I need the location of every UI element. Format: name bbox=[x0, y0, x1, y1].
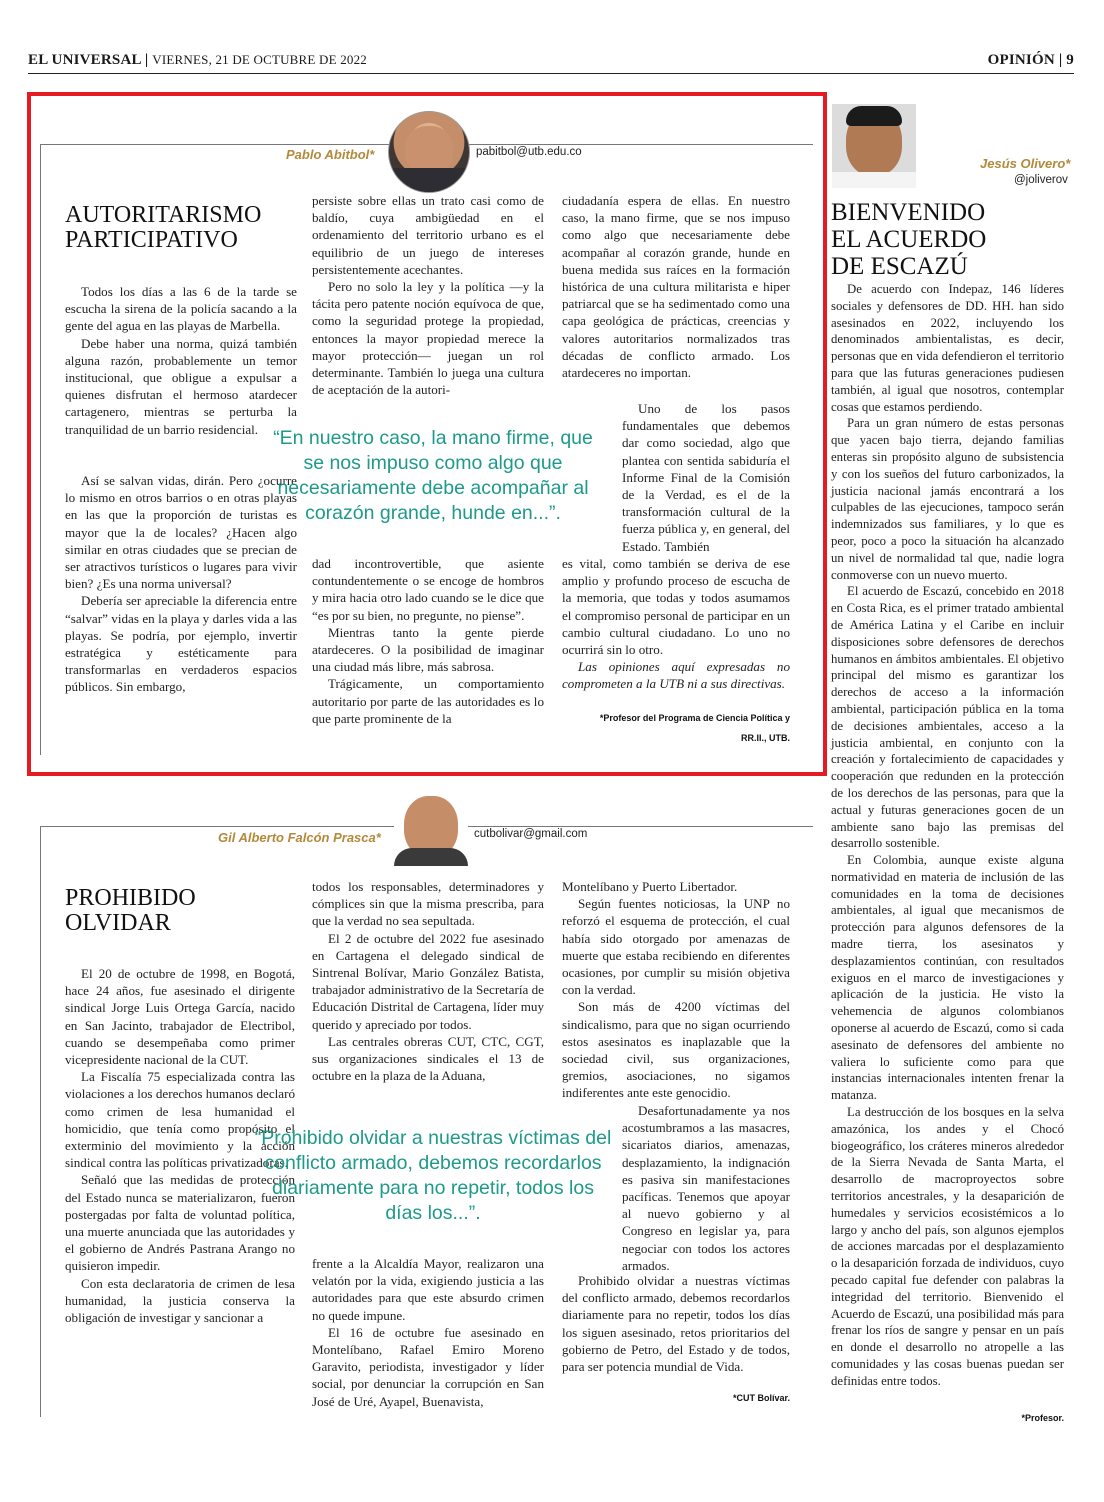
article2-title-line1: PROHIBIDO bbox=[65, 885, 196, 911]
credit-line1: *Profesor del Programa de Ciencia Política y bbox=[599, 713, 790, 723]
paragraph: Montelíbano y Puerto Libertador. bbox=[562, 879, 738, 894]
masthead bbox=[28, 52, 367, 69]
paragraph: frente a la Alcaldía Mayor, realizaron una velatón por la vida, exigiendo justicia a las autoridades para que este absurdo crimen no quede impune. bbox=[312, 1256, 544, 1323]
article2-col2 bbox=[312, 878, 544, 1084]
article1-email: pabitbol@utb.edu.co bbox=[476, 146, 582, 158]
paragraph: De acuerdo con Indepaz, 146 líderes sociales y defensores de DD. HH. han sido asesinados en 2022, incluyendo los denominados ambientalistas, es decir, personas que en vida defendieron el territorio para que las futuras generaciones pudiesen también, al igual que nosotros, contemplar cosas que estamos perdiendo. bbox=[831, 282, 1064, 414]
article2-col3 bbox=[562, 878, 790, 1102]
author-photo bbox=[832, 104, 916, 188]
masthead-separator: | bbox=[144, 52, 149, 68]
article2-col3c bbox=[562, 1272, 790, 1375]
article1-col3b bbox=[622, 400, 790, 555]
paragraph: Prohibido olvidar a nuestras víctimas del conflicto armado, debemos recordarlos diariamente para no repetir, todos los días los siguen asesinado, retos prioritarios del gobierno de Petro, del Estado y de todos, para ser potencia mundial de Vida. bbox=[562, 1273, 790, 1375]
paper-name: EL UNIVERSAL bbox=[28, 52, 141, 68]
paragraph: Según fuentes noticiosas, la UNP no reforzó el esquema de protección, el cual había sido otorgado por amenazas de muerte que estaba recibiendo en diferentes ocasiones, por cumplir su misión objetiva con la verdad. bbox=[562, 896, 790, 998]
paragraph: Señaló que las medidas de protección del Estado nunca se materializaron, fueron postergadas por falta de voluntad política, una muerte anunciada que las autoridades y el gobierno de Andrés Pastrana Arango no quisieron impedir. bbox=[65, 1172, 295, 1274]
article1-col2b bbox=[312, 555, 544, 727]
credit-line2: RR.II., UTB. bbox=[741, 733, 790, 743]
disclaimer: Las opiniones aquí expresadas no comprometen a la UTB ni a sus directivas. bbox=[562, 659, 790, 692]
article1-col2 bbox=[312, 192, 544, 398]
article3-author: Jesús Olivero* bbox=[980, 156, 1071, 171]
article1-col3c bbox=[562, 555, 790, 693]
paragraph: La destrucción de los bosques en la selva amazónica, los andes y el Chocó biogeográfico, los cráteres mineros alrededor de la Sierra Nevada de Santa Marta, el desarrollo de macroproyectos sobre territorios ancestrales, y la desaparición de humedales y servicios ecosistémicos a lo largo y ancho del país, son algunos ejemplos de acciones marcadas por el desplazamiento o la desaparición forzada de individuos, cuyo pecado capital fue defender con palabras la integridad del territorio. Bienvenido el Acuerdo de Escazú, una posibilidad más para frenar los ríos de sangre y pensar en un país en donde el desarrollo no atropelle a las comunidades y las cosas buenas puedan ser definidas entre todos. bbox=[831, 1105, 1064, 1388]
article1-author: Pablo Abitbol* bbox=[286, 147, 375, 162]
article1-title bbox=[65, 203, 261, 253]
article2-credit: *CUT Bolívar. bbox=[732, 1393, 790, 1403]
author-photo bbox=[388, 111, 470, 193]
paragraph: Para un gran número de estas personas que yacen bajo tierra, dejando familias enteras sin propósito alguno de subsistencia y con los sueños del futuro carbonizados, la justicia nacional jamás encontrará a los culpables de las ejecuciones, tampoco serán indemnizados sus familiares, y lo que es peor, poco a poco la situación ha alcanzado un nivel de normalidad tal que, nadie logra conmoverse con un nuevo muerto. bbox=[831, 416, 1064, 582]
paragraph: Así se salvan vidas, dirán. Pero ¿ocurre lo mismo en otros barrios o en otras playas en las que la proporción de turistas es mayor que la de locales? ¿Hacen algo similar en otras ciudades que se precian de ser atractivos turísticos o lugares para vivir bien? ¿Es una norma universal? bbox=[65, 473, 297, 592]
paragraph: Debería ser apreciable la diferencia entre “salvar” vidas en la playa y darles vida a las playas. Se podría, por ejemplo, invertir estratégica y estéticamente para transformarlas en verdaderos espacios públicos. Sin embargo, bbox=[65, 593, 297, 695]
article2-author: Gil Alberto Falcón Prasca* bbox=[218, 830, 381, 845]
paragraph: Trágicamente, un comportamiento autoritario por parte de las autoridades es lo que parte prominente de la bbox=[312, 676, 544, 726]
paragraph: El 20 de octubre de 1998, en Bogotá, hace 24 años, fue asesinado el dirigente sindical Jorge Luis Ortega García, nacido en San Jacinto, trabajador de Electribol, cuando se desempeñaba como primer vicepresidente nacional de la CUT. bbox=[65, 966, 295, 1068]
paragraph: La Fiscalía 75 especializada contra las violaciones a los derechos humanos declaró como crimen de lesa humanidad el homicidio, que tenía como propósito el exterminio del movimiento y la acción sindical contra las políticas privatizadoras. bbox=[65, 1069, 295, 1171]
paragraph: El 16 de octubre fue asesinado en Montelíbano, Rafael Emiro Moreno Garavito, periodista, investigador y líder social, por denunciar la corrupción en San José de Uré, Ayapel, Buenavista, bbox=[312, 1324, 544, 1409]
paragraph: Son más de 4200 víctimas del sindicalismo, para que no sigan ocurriendo estos asesinatos es inaplazable que la sociedad civil, sus organizaciones, gremios, asociaciones, no sigamos indiferentes ante este genocidio. bbox=[562, 999, 790, 1101]
section-label bbox=[988, 52, 1074, 69]
section-name: OPINIÓN bbox=[987, 52, 1055, 68]
article3-title-line2: EL ACUERDO bbox=[831, 226, 987, 253]
paragraph: Con esta declaratoria de crimen de lesa humanidad, la justicia conserva la obligación de investigar y sancionar a bbox=[65, 1275, 295, 1326]
article2-title bbox=[65, 886, 196, 936]
article1-credit bbox=[560, 708, 790, 748]
article3-title-line3: DE ESCAZÚ bbox=[831, 253, 968, 280]
paragraph: Mientras tanto la gente pierde atardeceres. O la posibilidad de imaginar una ciudad más libre, más sabrosa. bbox=[312, 624, 544, 675]
paragraph: Las centrales obreras CUT, CTC, CGT, sus organizaciones sindicales el 13 de octubre en la plaza de la Aduana, bbox=[312, 1033, 544, 1084]
paragraph: es vital, como también se deriva de ese amplio y profundo proceso de escucha de la memoria, que todas y todos asumamos el compromiso personal de participar en un cambio cultural ciudadano. Lo uno no ocurrirá sin lo otro. bbox=[562, 556, 790, 658]
article3-credit: *Profesor. bbox=[1021, 1413, 1064, 1423]
article3-handle: @joliverov bbox=[1014, 174, 1068, 186]
paragraph: ciudadanía espera de ellas. En nuestro caso, la mano firme, que se nos impuso como algo que necesariamente debe acompañar al corazón grande, hunde en buena medida sus raíces en la formación histórica de una cultura militarista e hiper patriarcal que se ha sedimentado como una capa geológica de prácticas, creencias y valores autoritarios normalizados tras décadas de conflicto armado. Los atardeceres no importan. bbox=[562, 193, 790, 381]
article2-col2b bbox=[312, 1255, 544, 1410]
article3-title bbox=[831, 199, 986, 280]
masthead-rule bbox=[28, 73, 1074, 74]
paragraph: El 2 de octubre del 2022 fue asesinado en Cartagena el delegado sindical de Sintrenal Bolívar, Mario González Batista, trabajador administrativo de la Secretaría de Educación Distrital de Cartagena, líder muy querido y apreciado por todos. bbox=[312, 930, 544, 1032]
paragraph: En Colombia, aunque existe alguna normatividad en materia de inclusión de las comunidades en la toma de decisiones ambientales, al igual que mecanismos de protección para algunos defensores de la madre tierra, los asesinatos y desplazamientos continúan, con resultados exiguos en el marco de investigaciones y aplicación de la justicia. He visto la vehemencia de algunos colombianos oponerse al acuerdo de Escazú, como si cada asesinato de defensores del ambiente no valiera lo suficiente como para que instancias internacionales intenten frenar la matanza. bbox=[831, 853, 1064, 1103]
page-number: 9 bbox=[1066, 52, 1074, 68]
article2-pull-quote: “Prohibido olvidar a nuestras víctimas del conflicto armado, debemos recordarlos diariamente para no repetir, todos los días los...”. bbox=[254, 1127, 612, 1224]
paragraph: persiste sobre ellas un trato casi como de baldío, cuya ambigüedad en el ordenamiento del territorio urbano es el equilibrio de un juego de intereses persistentemente acechantes. bbox=[312, 193, 544, 277]
paragraph: Debe haber una norma, quizá también alguna razón, probablemente un temor institucional, que obligue a expulsar a quienes disfrutan el hermoso atardecer cartagenero, mientras se perturba la tranquilidad de un barrio residencial. bbox=[65, 335, 297, 437]
article2-email: cutbolivar@gmail.com bbox=[474, 828, 588, 840]
paragraph: Pero no solo la ley y la política —y la tácita pero patente noción equívoca de que, como la seguridad protege la propiedad, entonces la mayor propiedad merece la mayor protección— juegan un rol determinante. También lo juega una cultura de aceptación de la autori- bbox=[312, 279, 544, 398]
paragraph: Uno de los pasos fundamentales que debemos dar como sociedad, algo que plantea con sentida sabiduría el Informe Final de la Comisión de la Verdad, es el de la transformación cultural de la fuerza pública y, en general, del Estado. También bbox=[622, 401, 790, 554]
article1-title-line2: PARTICIPATIVO bbox=[65, 227, 238, 253]
paragraph: todos los responsables, determinadores y cómplices sin que la misma prescriba, para que la verdad no sea sepultada. bbox=[312, 879, 544, 929]
paragraph: Desafortunadamente ya nos acostumbramos a las masacres, sicariatos diarios, amenazas, desplazamiento, la indignación es pasiva sin manifestaciones pacíficas. Tenemos que apoyar al nuevo gobierno y al Congreso en legislar ya, para negociar con todos los actores armados. bbox=[622, 1103, 790, 1273]
article1-col3 bbox=[562, 192, 790, 381]
paragraph: Todos los días a las 6 de la tarde se escucha la sirena de la policía sacando a la gente del agua en las playas de Marbella. bbox=[65, 284, 297, 334]
article3-body bbox=[831, 281, 1064, 1390]
article1-title-line1: AUTORITARISMO bbox=[65, 202, 262, 228]
article1-col1 bbox=[65, 283, 297, 438]
author-photo bbox=[394, 792, 468, 866]
masthead-date: VIERNES, 21 DE OCTUBRE DE 2022 bbox=[152, 52, 367, 67]
paragraph: dad incontrovertible, que asiente contundentemente o se encoge de hombros y mira hacia otro lado cuando se le dice que “es por su bien, no pregunte, no piense”. bbox=[312, 556, 544, 623]
article1-pull-quote: “En nuestro caso, la mano firme, que se nos impuso como algo que necesariamente debe acompañar al corazón grande, hunde en...”. bbox=[273, 427, 593, 524]
article2-col3b bbox=[622, 1102, 790, 1274]
article2-title-line2: OLVIDAR bbox=[65, 910, 171, 936]
paragraph: El acuerdo de Escazú, concebido en 2018 en Costa Rica, es el primer tratado ambiental de América Latina y el Caribe en incluir disposiciones sobre defensores de derechos humanos en ámbitos ambientales. El objetivo principal del mismo es garantizar los derechos de acceso a la información ambiental, participación pública en la toma de decisiones ambientales, acceso a la justicia ambiental, en conjunto con la creación y fortalecimiento de capacidades y cooperación que redunden en la protección de los derechos de las personas, para que la actual y futuras generaciones gocen de un ambiente sano bajo las premisas del desarrollo sostenible. bbox=[831, 584, 1064, 851]
section-separator: | bbox=[1058, 52, 1063, 68]
article3-title-line1: BIENVENIDO bbox=[831, 199, 986, 226]
